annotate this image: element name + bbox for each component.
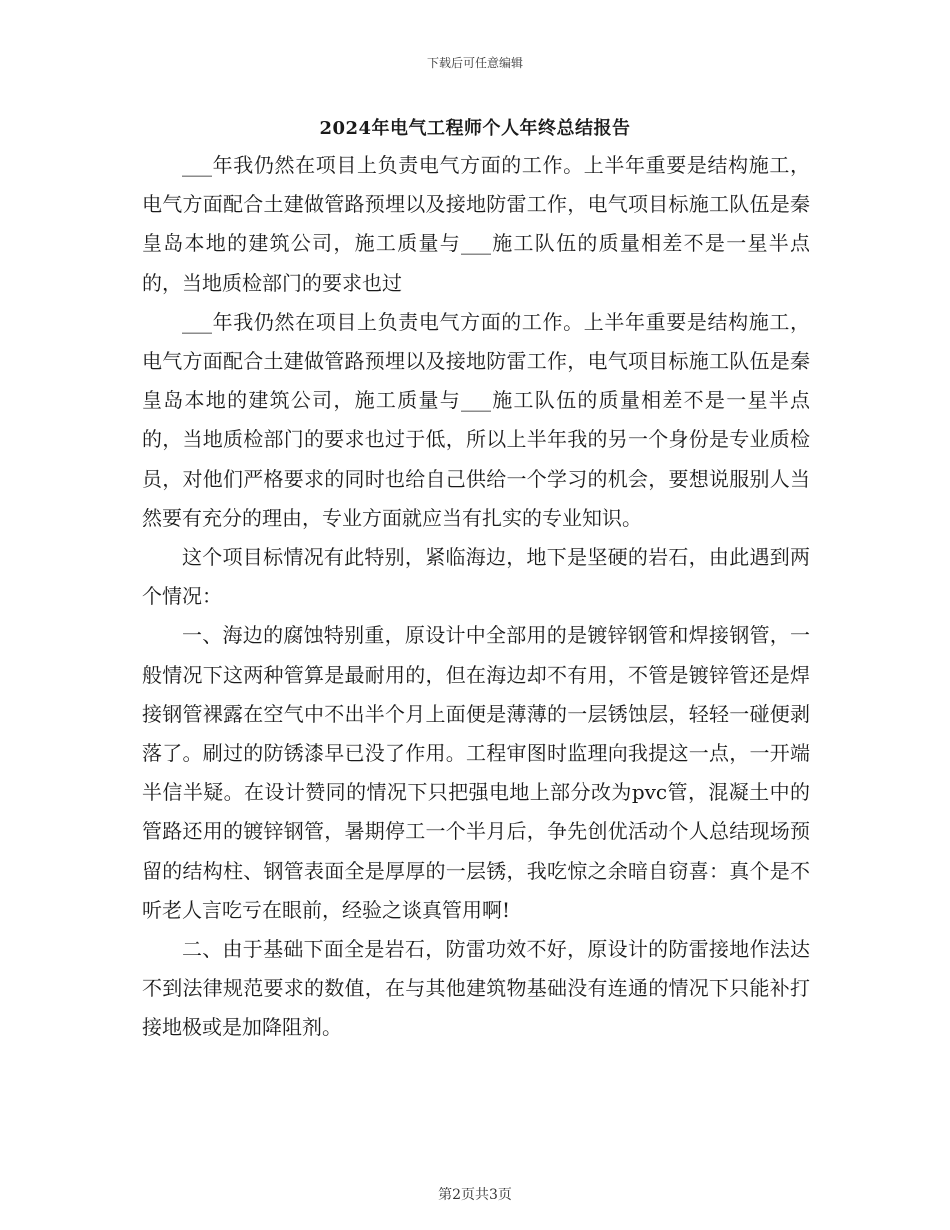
document-title: 2024年电气工程师个人年终总结报告 (319, 118, 631, 139)
paragraph-4: 一、海边的腐蚀特别重，原设计中全部用的是镀锌钢管和焊接钢管，一般情况下这两种管算是最耐用的，但在海边却不有用，不管是镀锌管还是焊接钢管裸露在空气中不出半个月上面便是薄薄的一层锈蚀层，轻轻一碰便剥落了。刷过的防锈漆早已没了作用。工程审图时监理向我提这一点，一开端半信半疑。在设计赞同的情况下只把强电地上部分改为pvc管，混凝土中的管路还用的镀锌钢管，暑期停工一个半月后，争先创优活动个人总结现场预留的结构柱、钢管表面全是厚厚的一层锈，我吃惊之余暗自窃喜：真个是不听老人言吃亏在眼前，经验之谈真管用啊! (142, 623, 810, 922)
page-header-note: 下载后可任意编辑 (426, 56, 523, 70)
page-number: 第2页共3页 (438, 1187, 512, 1203)
paragraph-3: 这个项目标情况有此特别，紧临海边，地下是坚硬的岩石，由此遇到两个情况： (142, 545, 810, 609)
paragraph-5: 二、由于基础下面全是岩石，防雷功效不好，原设计的防雷接地作法达不到法律规范要求的数值，在与其他建筑物基础没有连通的情况下只能补打接地极或是加降阻剂。 (142, 937, 810, 1040)
document-body (142, 146, 810, 1048)
paragraph-2: ___年我仍然在项目上负责电气方面的工作。上半年重要是结构施工，电气方面配合土建做管路预埋以及接地防雷工作，电气项目标施工队伍是秦皇岛本地的建筑公司，施工质量与___施工队伍的质量相差不是一星半点的，当地质检部门的要求也过于低，所以上半年我的另一个身份是专业质检员，对他们严格要求的同时也给自己供给一个学习的机会，要想说服别人当然要有充分的理由，专业方面就应当有扎实的专业知识。 (142, 309, 810, 530)
paragraph-1: ___年我仍然在项目上负责电气方面的工作。上半年重要是结构施工，电气方面配合土建做管路预埋以及接地防雷工作，电气项目标施工队伍是秦皇岛本地的建筑公司，施工质量与___施工队伍的质量相差不是一星半点的，当地质检部门的要求也过 (142, 153, 810, 295)
